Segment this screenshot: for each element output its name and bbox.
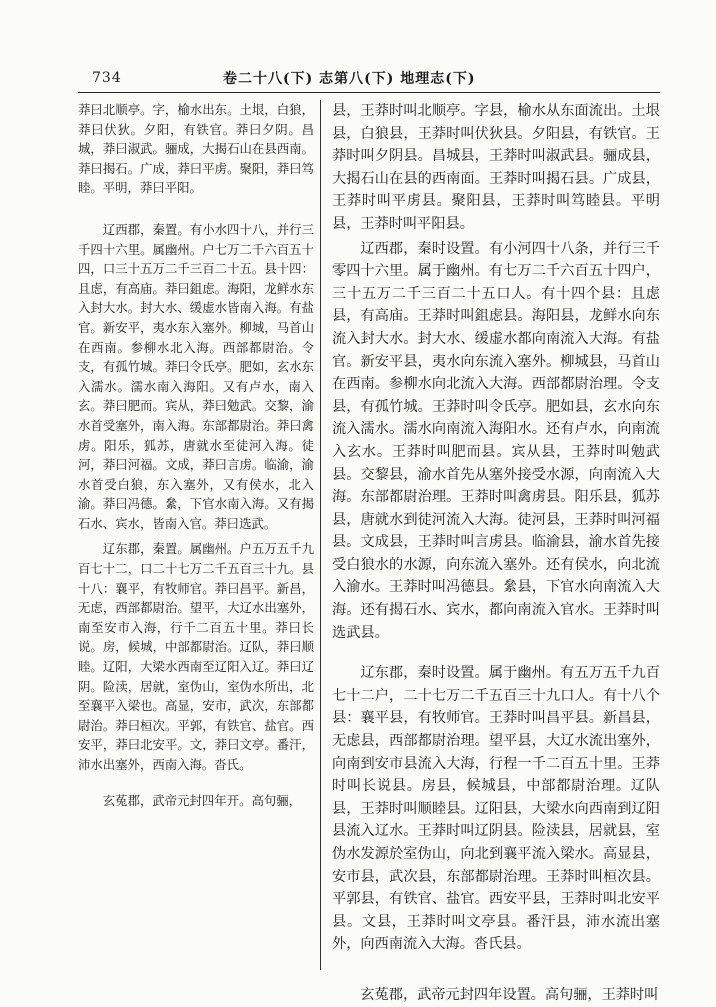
translation-text-column bbox=[332, 100, 660, 1003]
page-header bbox=[0, 0, 716, 90]
liaodong-commandery-paragraph: 辽东郡，秦置。属幽州。户五万五千九百七十二，口二十七万二千五百三十九。县十八：襄平，有牧师官。莽曰昌平。新昌，无虑，西部都尉治。望平，大辽水出塞外，南至安市入海，行千二百五十里。莽曰长说。房，候城，中部都尉治。辽队，莽曰顺睦。辽阳，大梁水西南至辽阳入辽。莽曰辽阴。险渎，居就，室伪山，室伪水所出，北至襄平入梁也。高显，安市，武次，东部都尉治。莽曰桓次。平郭，有铁官、盐官。西安平，莽曰北安平。文，莽曰文亭。番汗，沛水出塞外，西南入海。沓氏。 bbox=[78, 541, 314, 772]
column-divider bbox=[320, 100, 321, 970]
liaoxi-tail-paragraph: 莽曰北顺亭。字，榆水出东。土垠，白狼，莽曰伏狄。夕阳，有铁官。莽曰夕阴。昌城，莽曰淑武。骊成，大揭石山在县西南。莽曰揭石。广成，莽曰平虏。聚阳，莽曰笃睦。平明，莽曰平阳。 bbox=[78, 102, 314, 196]
running-title: 卷二十八(下) 志第八(下) 地理志(下) bbox=[223, 71, 476, 87]
liaoxi-commandery-paragraph: 辽西郡，秦置。有小水四十八，并行三千四十六里。属幽州。户七万二千六百五十四，口三十五万二千三百二十五。县十四：且虑，有高庙。莽曰鉏虑。海阳，龙鲜水东入封大水。封大水、缓虚水皆南入海。有盐官。新安平，夷水东入塞外。柳城，马首山在西南。参柳水北入海。西部都尉治。令支，有孤竹城。莽曰令氏亭。肥如，玄水东入濡水。濡水南入海阳。又有卢水，南入玄。莽曰肥而。宾从，莽曰勉武。交黎，渝水首受塞外，南入海。东部都尉治。莽曰禽虏。阳乐，狐苏，唐就水至徒河入海。徒河，莽曰河福。文成，莽曰言虏。临渝，渝水首受白狼，东入塞外，又有侯水，北入渝。莽曰冯德。絫，下官水南入海。又有揭石水、宾水，皆南入官。莽曰选武。 bbox=[78, 221, 314, 531]
page-number: 734 bbox=[92, 70, 122, 86]
xuantu-commandery-paragraph: 玄菟郡，武帝元封四年开。高句骊， bbox=[102, 792, 302, 808]
header-rule bbox=[78, 92, 660, 93]
classical-text-column bbox=[78, 100, 314, 970]
translation-xuantu-paragraph: 玄菟郡，武帝元封四年设置。高句骊，王莽时叫 bbox=[360, 986, 659, 1003]
translation-tail-paragraph: 县，王莽时叫北顺亭。字县，榆水从东面流出。土垠县，白狼县，王莽时叫伏狄县。夕阳县，有铁官。王莽时叫夕阴县。昌城县，王莽时叫淑武县。骊成县，大揭石山在县的西南面。王莽时叫揭石县。广成县，王莽时叫平虏县。聚阳县，王莽时叫笃睦县。平明县，王莽时叫平阳县。 bbox=[332, 103, 660, 232]
translation-liaodong-paragraph: 辽东郡，秦时设置。属于幽州。有五万五千九百七十二户，二十七万二千五百三十九口人。有十八个县：襄平县，有牧师官。王莽时叫昌平县。新昌县，无虑县，西部都尉治理。望平县，大辽水流出塞外，向南到安市县流入大海，行程一千二百五十里。王莽时叫长说县。房县，候城县，中部都尉治理。辽队县，王莽时叫顺睦县。辽阳县，大梁水向西南到辽阳县流入辽水。王莽时叫辽阴县。险渎县，居就县，室伪水发源於室伪山，向北到襄平流入梁水。高显县，安市县，武次县，东部都尉治理。王莽时叫桓次县。平郭县，有铁官、盐官。西安平县，王莽时叫北安平县。文县，王莽时叫文亭县。番汗县，沛水流出塞外，向西南流入大海。沓氏县。 bbox=[332, 665, 660, 953]
translation-liaoxi-paragraph: 辽西郡，秦时设置。有小河四十八条，并行三千零四十六里。属于幽州。有七万二千六百五十四户，三十五万二千三百二十五口人。有十四个县：且虑县，有高庙。王莽时叫鉏虑县。海阳县，龙鲜水向东流入封大水。封大水、缓虚水都向南流入大海。有盐官。新安平县，夷水向东流入塞外。柳城县，马首山在西南。参柳水向北流入大海。西部都尉治理。令支县，有孤竹城。王莽时叫令氏亭。肥如县，玄水向东流入濡水。濡水向南流入海阳水。还有卢水，向南流入玄水。王莽时叫肥而县。宾从县，王莽时叫勉武县。交黎县，渝水首先从塞外接受水源，向南流入大海。东部都尉治理。王莽时叫禽虏县。阳乐县，狐苏县，唐就水到徒河流入大海。徒河县，王莽时叫河福县。文成县，王莽时叫言虏县。临渝县，渝水首先接受白狼水的水源，向东流入塞外。还有侯水，向北流入渝水。王莽时叫冯德县。絫县，下官水向南流入大海。还有揭石水、宾水，都向南流入官水。王莽时叫选武县。 bbox=[332, 240, 660, 641]
